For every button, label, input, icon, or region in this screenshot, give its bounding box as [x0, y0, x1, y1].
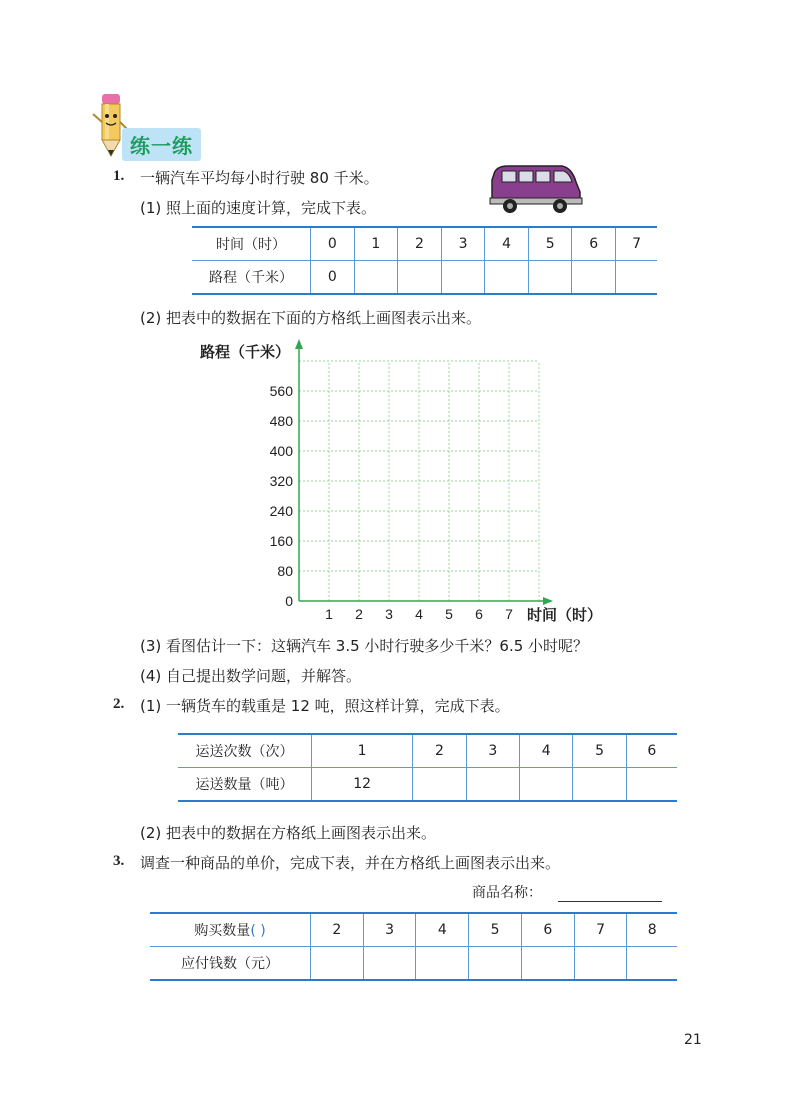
table-cell: 3 — [441, 227, 485, 261]
product-name-label: 商品名称： — [472, 885, 542, 901]
q1-part1: (1) 照上面的速度计算，完成下表。 — [140, 199, 377, 217]
q3-table — [150, 912, 677, 981]
y-tick-label: 400 — [269, 443, 293, 459]
table-cell-blank[interactable] — [627, 947, 677, 981]
q3-number: 3. — [113, 853, 125, 869]
y-tick-label: 560 — [269, 383, 293, 399]
x-tick-label: 4 — [415, 606, 423, 622]
chart-svg — [180, 330, 640, 630]
table-cell-blank[interactable] — [521, 947, 574, 981]
x-tick-label: 3 — [385, 606, 393, 622]
quantity-unit-blank[interactable]: ( ) — [250, 923, 266, 939]
q2-number: 2. — [113, 696, 125, 712]
table-cell: 0 — [311, 227, 355, 261]
table-cell: 0 — [311, 261, 355, 295]
table-cell-blank[interactable] — [485, 261, 529, 295]
y-tick-label: 480 — [269, 413, 293, 429]
x-tick-label: 7 — [505, 606, 513, 622]
table-cell-blank[interactable] — [413, 768, 466, 802]
q1-part2: (2) 把表中的数据在下面的方格纸上画图表示出来。 — [140, 309, 482, 327]
q3-row2-label: 应付钱数（元） — [150, 947, 311, 981]
van-icon — [488, 162, 584, 216]
table-cell: 1 — [312, 734, 413, 768]
q1-row1-label: 时间（时） — [192, 227, 311, 261]
table-cell-blank[interactable] — [363, 947, 416, 981]
x-tick-label: 5 — [445, 606, 453, 622]
y-tick-label: 80 — [277, 563, 293, 579]
y-tick-label: 0 — [285, 593, 293, 609]
q3-row1-label-cell — [150, 913, 311, 947]
q2-row1-label: 运送次数（次） — [178, 734, 312, 768]
table-cell: 6 — [626, 734, 677, 768]
q1-number: 1. — [113, 168, 125, 184]
table-cell: 1 — [354, 227, 398, 261]
q1-table — [192, 226, 657, 295]
x-axis-label: 时间（时） — [527, 606, 603, 624]
q2-part2: (2) 把表中的数据在方格纸上画图表示出来。 — [140, 824, 437, 842]
table-cell: 5 — [469, 913, 522, 947]
table-cell: 7 — [574, 913, 627, 947]
graph-paper-chart — [180, 330, 640, 630]
y-tick-label: 160 — [269, 533, 293, 549]
table-cell-blank[interactable] — [398, 261, 442, 295]
x-axis-arrow — [543, 597, 553, 605]
y-axis-label: 路程（千米） — [200, 343, 291, 361]
table-cell: 2 — [413, 734, 466, 768]
table-cell: 3 — [466, 734, 519, 768]
table-cell: 8 — [627, 913, 677, 947]
y-axis-arrow — [295, 339, 303, 349]
table-cell: 4 — [520, 734, 573, 768]
q2-row2-label: 运送数量（吨） — [178, 768, 312, 802]
x-tick-label: 1 — [325, 606, 333, 622]
table-row — [192, 261, 657, 295]
q3-text: 调查一种商品的单价，完成下表，并在方格纸上画图表示出来。 — [140, 854, 561, 872]
table-cell: 6 — [572, 227, 616, 261]
table-row — [150, 947, 677, 981]
q3-row1-label: 购买数量 — [194, 923, 251, 939]
table-cell: 7 — [616, 227, 657, 261]
table-cell-blank[interactable] — [574, 947, 627, 981]
table-cell: 5 — [573, 734, 626, 768]
q1-row2-label: 路程（千米） — [192, 261, 311, 295]
table-cell-blank[interactable] — [616, 261, 657, 295]
q2-table — [178, 733, 677, 802]
table-cell: 4 — [416, 913, 469, 947]
table-cell: 6 — [521, 913, 574, 947]
q2-part1: (1) 一辆货车的载重是 12 吨，照这样计算，完成下表。 — [140, 697, 510, 715]
x-tick-label: 2 — [355, 606, 363, 622]
table-cell-blank[interactable] — [626, 768, 677, 802]
table-cell: 4 — [485, 227, 529, 261]
table-cell-blank[interactable] — [469, 947, 522, 981]
table-cell-blank[interactable] — [572, 261, 616, 295]
table-cell-blank[interactable] — [354, 261, 398, 295]
table-cell: 3 — [363, 913, 416, 947]
table-cell-blank[interactable] — [416, 947, 469, 981]
q1-part3: (3) 看图估计一下：这辆汽车 3.5 小时行驶多少千米？6.5 小时呢？ — [140, 637, 589, 655]
q1-text: 一辆汽车平均每小时行驶 80 千米。 — [140, 169, 379, 187]
table-cell-blank[interactable] — [466, 768, 519, 802]
table-cell-blank[interactable] — [520, 768, 573, 802]
table-row — [178, 734, 677, 768]
table-cell-blank[interactable] — [311, 947, 364, 981]
product-name-input[interactable] — [558, 900, 662, 902]
table-row — [192, 227, 657, 261]
y-tick-label: 320 — [269, 473, 293, 489]
page-number: 21 — [684, 1032, 702, 1048]
table-cell: 2 — [311, 913, 364, 947]
x-tick-label: 6 — [475, 606, 483, 622]
table-row — [178, 768, 677, 802]
table-cell-blank[interactable] — [528, 261, 572, 295]
q1-part4: (4) 自己提出数学问题，并解答。 — [140, 667, 362, 685]
table-row — [150, 913, 677, 947]
table-cell: 2 — [398, 227, 442, 261]
section-title: 练一练 — [122, 128, 201, 161]
table-cell: 5 — [528, 227, 572, 261]
table-cell-blank[interactable] — [441, 261, 485, 295]
table-cell: 12 — [312, 768, 413, 802]
y-tick-label: 240 — [269, 503, 293, 519]
table-cell-blank[interactable] — [573, 768, 626, 802]
